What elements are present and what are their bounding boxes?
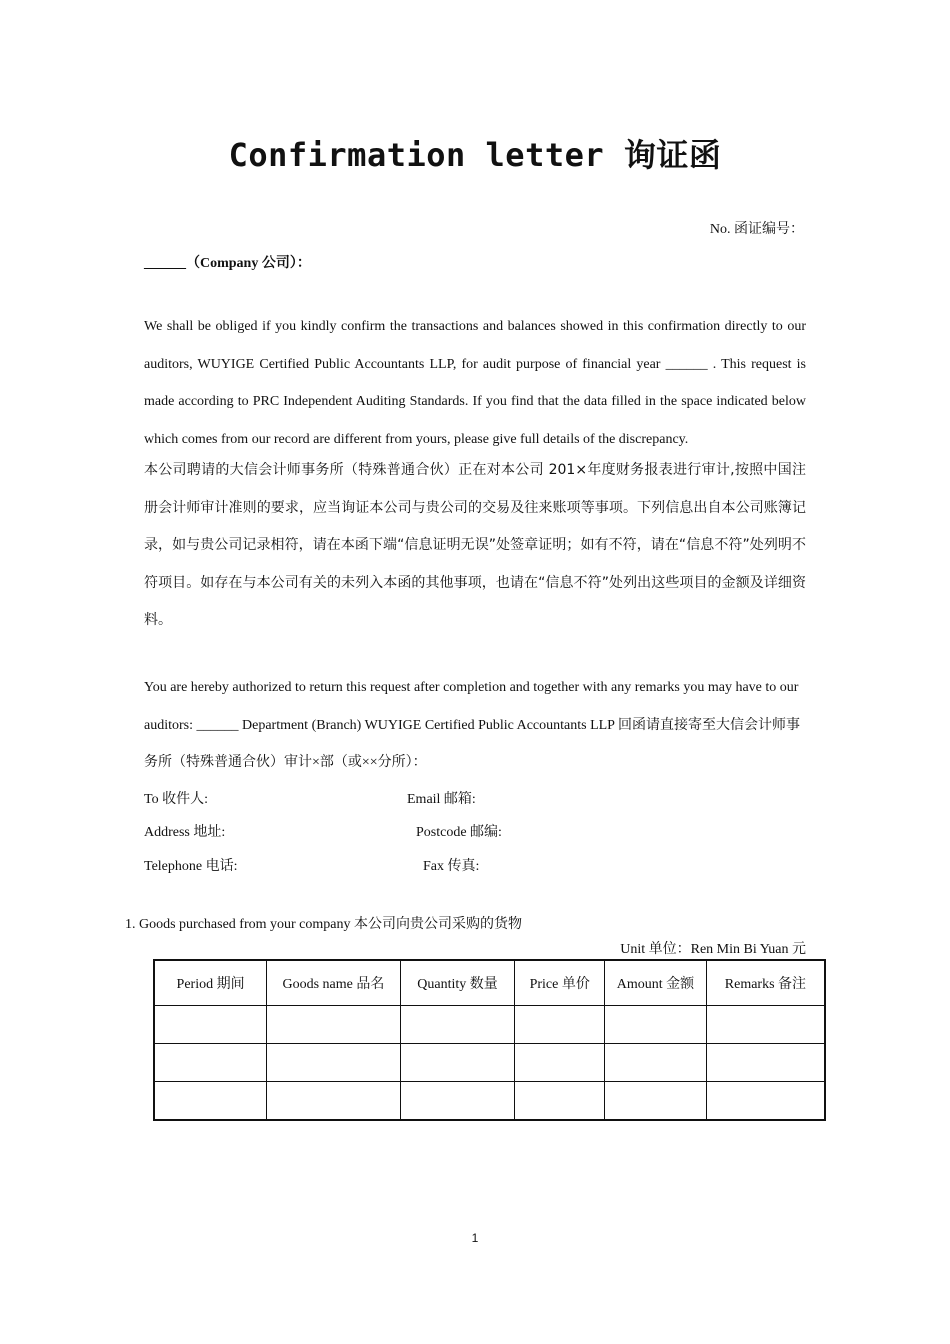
table-cell[interactable] bbox=[706, 1044, 825, 1082]
postcode-label: Postcode 邮编: bbox=[416, 825, 502, 840]
table-cell[interactable] bbox=[400, 1044, 515, 1082]
table-cell[interactable] bbox=[267, 1006, 401, 1044]
return-instructions-paragraph: You are hereby authorized to return this request after completion and together with any remarks you may have to our auditors: ______ Department (Branch) WUYIGE Certified Public Accountants LLP 回函请直接寄至大信会计师事务所（特殊普通合伙）审计×部（或××分所）： bbox=[144, 680, 800, 770]
table-header-row bbox=[154, 960, 825, 1006]
table-row bbox=[154, 1082, 825, 1121]
table-cell[interactable] bbox=[400, 1006, 515, 1044]
table-cell[interactable] bbox=[154, 1044, 267, 1082]
column-header-period: Period 期间 bbox=[154, 960, 267, 1006]
company-name-blank: ______ bbox=[144, 256, 186, 271]
column-header-quantity: Quantity 数量 bbox=[400, 960, 515, 1006]
table-cell[interactable] bbox=[267, 1082, 401, 1121]
table-cell[interactable] bbox=[515, 1044, 605, 1082]
addressee-label: （Company 公司）： bbox=[186, 256, 311, 271]
table-cell[interactable] bbox=[706, 1006, 825, 1044]
table-cell[interactable] bbox=[515, 1006, 605, 1044]
column-header-remarks: Remarks 备注 bbox=[706, 960, 825, 1006]
address-label: Address 地址: bbox=[144, 825, 226, 840]
column-header-amount: Amount 金额 bbox=[605, 960, 707, 1006]
recipient-label: To 收件人: bbox=[144, 792, 208, 807]
table-cell[interactable] bbox=[515, 1082, 605, 1121]
table-cell[interactable] bbox=[605, 1006, 707, 1044]
page-title: Confirmation letter 询证函 bbox=[228, 136, 722, 174]
table-cell[interactable] bbox=[267, 1044, 401, 1082]
table-cell[interactable] bbox=[400, 1082, 515, 1121]
addressee-line bbox=[144, 252, 311, 272]
table-cell[interactable] bbox=[605, 1082, 707, 1121]
column-header-price: Price 单价 bbox=[515, 960, 605, 1006]
telephone-label: Telephone 电话: bbox=[144, 859, 238, 874]
table-cell[interactable] bbox=[706, 1082, 825, 1121]
table-cell[interactable] bbox=[605, 1044, 707, 1082]
intro-paragraph-english: We shall be obliged if you kindly confirm the transactions and balances showed in this confirmation directly to our auditors, WUYIGE Certified Public Accountants LLP, for audit purpose of financial year ______ . This request is made according to PRC Independent Auditing Standards. If you find that the data filled in the space indicated below which comes from our record are different from yours, please give full details of the discrepancy. bbox=[144, 319, 806, 447]
fax-label: Fax 传真: bbox=[423, 859, 480, 874]
currency-unit-label: Unit 单位：Ren Min Bi Yuan 元 bbox=[620, 942, 806, 957]
email-label: Email 邮箱: bbox=[407, 792, 476, 807]
table-row bbox=[154, 1006, 825, 1044]
column-header-goods-name: Goods name 品名 bbox=[267, 960, 401, 1006]
table-cell[interactable] bbox=[154, 1082, 267, 1121]
table-cell[interactable] bbox=[154, 1006, 267, 1044]
section-heading-goods-purchased: 1. Goods purchased from your company 本公司向贵公司采购的货物 bbox=[125, 917, 523, 932]
reference-number-label: No. 函证编号： bbox=[709, 222, 804, 237]
page-number: 1 bbox=[471, 1231, 479, 1245]
goods-purchased-table bbox=[153, 959, 826, 1121]
table-row bbox=[154, 1044, 825, 1082]
intro-paragraph-chinese: 本公司聘请的大信会计师事务所（特殊普通合伙）正在对本公司 201×年度财务报表进行审计,按照中国注册会计师审计准则的要求，应当询证本公司与贵公司的交易及往来账项等事项。下列信息出自本公司账簿记录，如与贵公司记录相符，请在本函下端“信息证明无误”处签章证明；如有不符，请在“信息不符”处列明不符项目。如存在与本公司有关的未列入本函的其他事项，也请在“信息不符”处列出这些项目的金额及详细资料。 bbox=[144, 462, 806, 628]
